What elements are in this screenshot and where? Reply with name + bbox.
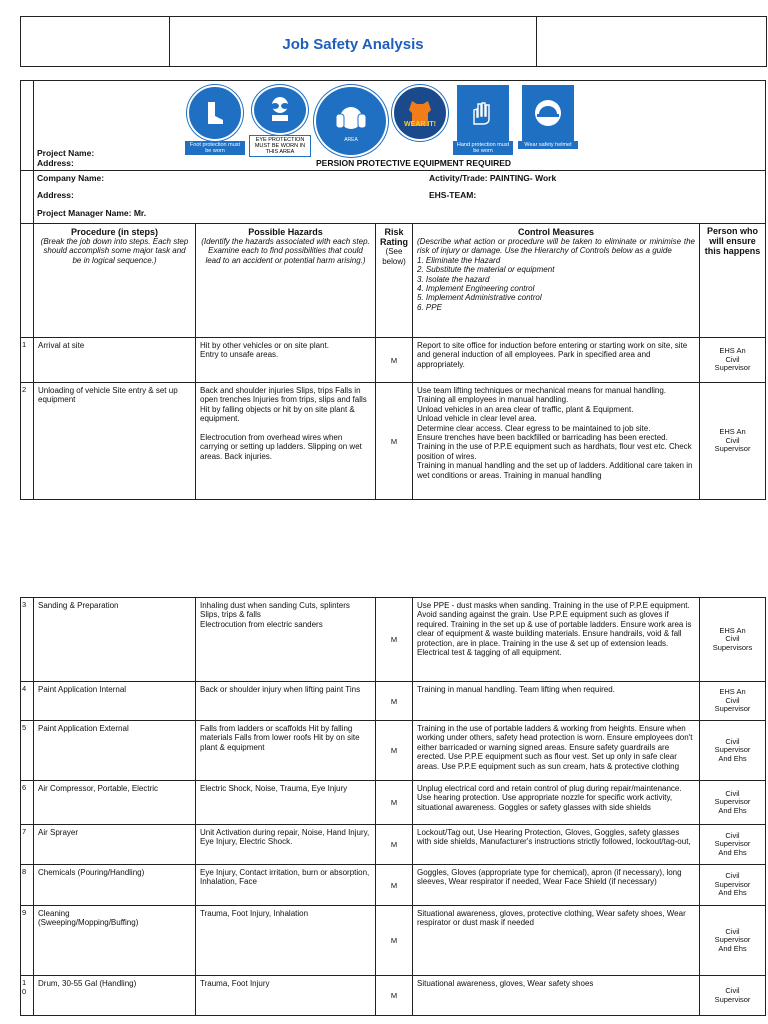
hazards-cell: Trauma, Foot Injury, Inhalation	[196, 906, 376, 976]
person-cell: EHS An Civil Supervisor	[700, 338, 766, 383]
person-cell: EHS An Civil Supervisor	[700, 682, 766, 721]
num-spacer	[21, 81, 34, 171]
svg-text:AREA: AREA	[344, 137, 358, 143]
procedure-cell: Air Compressor, Portable, Electric	[34, 781, 196, 825]
risk-cell: M	[376, 338, 413, 383]
jsa-table-top	[20, 80, 766, 500]
control-header	[413, 224, 700, 338]
table-row	[21, 598, 766, 682]
hazards-header-title: Possible Hazards	[248, 227, 323, 237]
page-title: Job Safety Analysis	[170, 17, 537, 67]
company-name-label: Company Name:	[37, 173, 105, 183]
table-row	[21, 682, 766, 721]
hazards-cell: Inhaling dust when sanding Cuts, splinters Slips, trips & falls Electrocution from electric sanders	[196, 598, 376, 682]
row-number: 9	[21, 906, 34, 976]
risk-cell: M	[376, 383, 413, 500]
table-body-bottom	[21, 598, 766, 1016]
goggles-icon	[249, 85, 311, 157]
risk-header-title: Risk Rating	[380, 227, 408, 247]
vest-icon	[391, 85, 449, 157]
risk-cell: M	[376, 781, 413, 825]
risk-cell: M	[376, 976, 413, 1016]
procedure-cell: Arrival at site	[34, 338, 196, 383]
control-cell: Report to site office for induction before entering or starting work on site, site and general induction of all employees. Park in specified area and appropriately.	[413, 338, 700, 383]
control-cell: Situational awareness, gloves, Wear safety shoes	[413, 976, 700, 1016]
risk-cell: M	[376, 682, 413, 721]
ehs-team-label: EHS-TEAM:	[429, 190, 477, 200]
procedure-cell: Unloading of vehicle Site entry & set up equipment	[34, 383, 196, 500]
person-cell: Civil Supervisor And Ehs	[700, 781, 766, 825]
hazards-cell: Trauma, Foot Injury	[196, 976, 376, 1016]
control-cell: Situational awareness, gloves, protective clothing, Wear safety shoes, Wear respirator or dust mask if needed	[413, 906, 700, 976]
table-row	[21, 338, 766, 383]
procedure-cell: Sanding & Preparation	[34, 598, 196, 682]
hazards-cell: Falls from ladders or scaffolds Hit by falling materials Falls from lower roofs Hit by on site plant & equipment	[196, 721, 376, 781]
procedure-cell: Chemicals (Pouring/Handling)	[34, 865, 196, 906]
procedure-header	[34, 224, 196, 338]
ppe-heading: PERSION PROTECTIVE EQUIPMENT REQUIRED	[316, 158, 512, 168]
control-cell: Training in manual handling. Team lifting when required.	[413, 682, 700, 721]
project-name-label: Project Name:	[37, 148, 95, 158]
hazards-cell: Back and shoulder injuries Slips, trips Falls in open trenches Injuries from trips, slips and falls Hit by falling objects or hit by on site plant & equipment. Electrocution from overhead wires when carrying or setting up ladders. Slipping on wet areas. Back injuries.	[196, 383, 376, 500]
jsa-table-bottom	[20, 597, 766, 1016]
hazards-cell: Electric Shock, Noise, Trauma, Eye Injury	[196, 781, 376, 825]
risk-cell: M	[376, 825, 413, 865]
ppe-sign-label: EYE PROTECTION MUST BE WORN IN THIS AREA	[249, 135, 311, 157]
num-spacer	[21, 224, 34, 338]
ppe-header-cell	[34, 81, 766, 171]
control-header-title: Control Measures	[517, 227, 595, 237]
person-cell: Civil Supervisor And Ehs	[700, 906, 766, 976]
table-body-top	[21, 338, 766, 500]
procedure-cell: Cleaning (Sweeping/Mopping/Buffing)	[34, 906, 196, 976]
gloves-icon	[452, 85, 514, 157]
table-row	[21, 825, 766, 865]
table-row	[21, 781, 766, 825]
hazards-header	[196, 224, 376, 338]
table-row	[21, 865, 766, 906]
procedure-cell: Drum, 30-55 Gal (Handling)	[34, 976, 196, 1016]
risk-cell: M	[376, 906, 413, 976]
row-number: 6	[21, 781, 34, 825]
hierarchy-item: 3. Isolate the hazard	[417, 274, 490, 284]
control-cell: Lockout/Tag out, Use Hearing Protection, Gloves, Goggles, safety glasses with side shields, Manufacturer's instructions strictly followed, lockout/tag-out,	[413, 825, 700, 865]
address-label: Address:	[37, 158, 74, 168]
table-row	[21, 383, 766, 500]
control-header-desc: (Describe what action or procedure will be taken to eliminate or minimise the risk of injury or damage. Use the Hierarchy of Controls below as a guide	[417, 237, 695, 256]
ppe-sign-label: Foot protection must be worn	[185, 141, 245, 155]
procedure-header-title: Procedure (in steps)	[70, 227, 159, 237]
hierarchy-item: 1. Eliminate the Hazard	[417, 255, 501, 265]
person-cell: EHS An Civil Supervisor	[700, 383, 766, 500]
helmet-icon	[517, 85, 579, 157]
project-name-block	[37, 148, 94, 168]
person-cell: Civil Supervisor And Ehs	[700, 721, 766, 781]
hazards-cell: Eye Injury, Contact irritation, burn or absorption, Inhalation, Face	[196, 865, 376, 906]
hierarchy-list	[417, 256, 695, 312]
boots-icon	[184, 85, 246, 157]
row-number: 5	[21, 721, 34, 781]
person-cell: Civil Supervisor And Ehs	[700, 865, 766, 906]
activity-label: Activity/Trade: PAINTING- Work	[429, 173, 557, 183]
hazards-header-desc: (Identify the hazards associated with each step. Examine each to find possibilities that could lead to an accident or potential harm arising.)	[201, 237, 370, 265]
hierarchy-item: 2. Substitute the material or equipment	[417, 265, 555, 275]
hazards-cell: Unit Activation during repair, Noise, Hand Injury, Eye Injury, Electric Shock.	[196, 825, 376, 865]
num-spacer	[21, 171, 34, 224]
ear-protection-icon	[314, 85, 388, 157]
hazards-cell: Hit by other vehicles or on site plant. Entry to unsafe areas.	[196, 338, 376, 383]
ppe-signs	[34, 81, 765, 157]
project-info-cell	[34, 171, 766, 224]
person-cell: Civil Supervisor	[700, 976, 766, 1016]
risk-cell: M	[376, 721, 413, 781]
row-number: 4	[21, 682, 34, 721]
procedure-cell: Air Sprayer	[34, 825, 196, 865]
title-right-cell	[537, 17, 767, 67]
control-cell: Goggles, Gloves (appropriate type for chemical), apron (if necessary), long sleeves, Wear respirator if needed, Wear Face Shield (if necessary)	[413, 865, 700, 906]
procedure-cell: Paint Application Internal	[34, 682, 196, 721]
pm-label: Project Manager Name: Mr.	[37, 208, 147, 218]
person-cell: EHS An Civil Supervisors	[700, 598, 766, 682]
control-cell: Training in the use of portable ladders & working from heights. Ensure when working under others, safety head protection is worn. Ensure employees don't either barricaded or warning signed areas. Ensure safety guardrails are erected. Use P.P.E equipment such as flour vest. Set up only in safe clear areas. Use P.P.E equipment such as sun cream, hats & protective clothing	[413, 721, 700, 781]
row-number: 8	[21, 865, 34, 906]
hierarchy-item: 4. Implement Engineering control	[417, 284, 535, 294]
risk-header	[376, 224, 413, 338]
control-cell: Unplug electrical cord and retain control of plug during repair/maintenance. Use hearing protection. Use appropriate nozzle for specific work activity, situational awareness. Goggles or safety glasses with side shields	[413, 781, 700, 825]
control-cell: Use PPE - dust masks when sanding. Training in the use of P.P.E equipment. Avoid sanding against the grain. Use P.P.E equipment such as gloves if required. Training in the set up & use of portable ladders. Ensure work area is clear of equipment & waste building materials. Ensure handrails, void & fall protection, are in place. Training in the use & set up of extension leads. Electrical test & tagging of all equipment.	[413, 598, 700, 682]
person-cell: Civil Supervisor And Ehs	[700, 825, 766, 865]
row-number: 7	[21, 825, 34, 865]
risk-cell: M	[376, 865, 413, 906]
row-number: 3	[21, 598, 34, 682]
risk-cell: M	[376, 598, 413, 682]
hierarchy-item: 6. PPE	[417, 302, 442, 312]
title-block	[20, 16, 767, 67]
hierarchy-item: 5. Implement Administrative control	[417, 293, 542, 303]
address2-label: Address:	[37, 190, 74, 200]
ppe-sign-label: Hand protection must be worn	[453, 141, 513, 155]
table-row	[21, 976, 766, 1016]
title-left-cell	[21, 17, 170, 67]
procedure-cell: Paint Application External	[34, 721, 196, 781]
table-row	[21, 906, 766, 976]
control-cell: Use team lifting techniques or mechanical means for manual handling. Training all employees in manual handling. Unload vehicles in an area clear of traffic, plant & Equipment. Unload vehicle in clear level area. Determine clear access. Clear egress to be maintained to job site. Ensure trenches have been backfilled or barricading has been erected. Training in the use of P.P.E equipment such as hardhats, flour vest etc. Check position of wires. Training in manual handling and the set up of ladders. Additional care taken in wet conditions or areas. Training in manual handling	[413, 383, 700, 500]
ppe-sign-label: Wear safety helmet	[518, 141, 578, 149]
row-number: 2	[21, 383, 34, 500]
risk-header-desc: (See below)	[382, 247, 406, 266]
hazards-cell: Back or shoulder injury when lifting paint Tins	[196, 682, 376, 721]
svg-text:WEAR IT!: WEAR IT!	[404, 121, 436, 128]
person-header-title: Person who will ensure this happens	[704, 226, 761, 256]
row-number: 1	[21, 338, 34, 383]
procedure-header-desc: (Break the job down into steps. Each step should accomplish some major task and be in logical sequence.)	[40, 237, 189, 265]
row-number: 1 0	[21, 976, 34, 1016]
person-header	[700, 224, 766, 338]
table-row	[21, 721, 766, 781]
